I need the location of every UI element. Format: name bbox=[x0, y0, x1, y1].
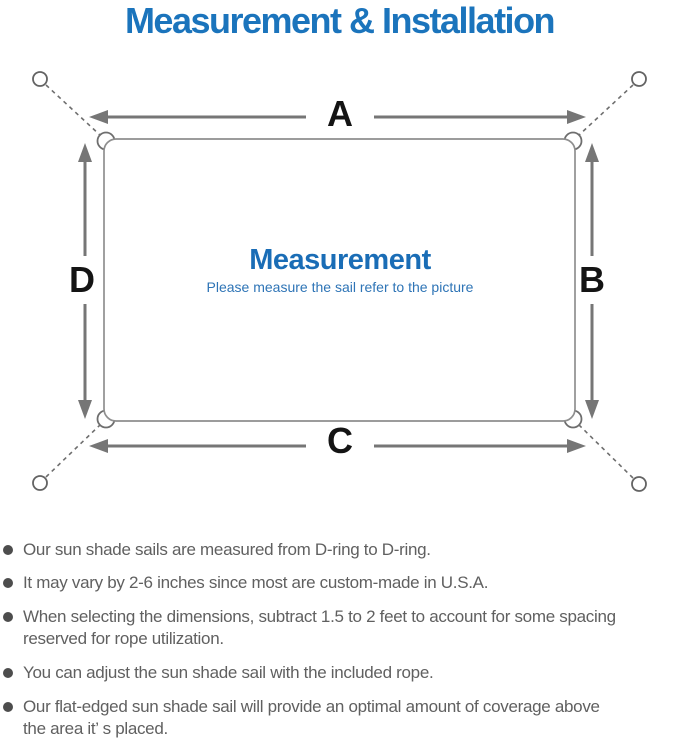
diagram-heading: Measurement bbox=[249, 244, 431, 276]
note-line: When selecting the dimensions, subtract 1.5 to 2 feet to account for some spacing bbox=[23, 607, 616, 626]
bullet-dot-icon bbox=[3, 545, 13, 555]
rope-line-top-left bbox=[46, 85, 101, 136]
arrowhead-left-icon bbox=[89, 439, 108, 453]
note-line: reserved for rope utilization. bbox=[23, 629, 224, 648]
note-line: the area it’ s placed. bbox=[23, 719, 168, 738]
arrowhead-left-icon bbox=[89, 110, 108, 124]
list-item bbox=[3, 606, 675, 650]
arrowhead-down-icon bbox=[585, 400, 599, 419]
arrowhead-up-icon bbox=[585, 143, 599, 162]
dim-label-b: B bbox=[579, 259, 605, 300]
dim-label-a: A bbox=[327, 93, 353, 134]
anchor-point-icon bbox=[33, 476, 47, 490]
rope-line-top-right bbox=[578, 85, 633, 136]
arrowhead-right-icon bbox=[567, 439, 586, 453]
list-item bbox=[3, 696, 675, 740]
bullet-dot-icon bbox=[3, 668, 13, 678]
arrowhead-right-icon bbox=[567, 110, 586, 124]
rope-line-bottom-right bbox=[578, 424, 633, 478]
note-line: You can adjust the sun shade sail with the included rope. bbox=[23, 663, 434, 682]
note-line: Our flat-edged sun shade sail will provide an optimal amount of coverage above bbox=[23, 697, 600, 716]
anchor-point-icon bbox=[33, 72, 47, 86]
dim-label-d: D bbox=[69, 259, 95, 300]
page-title: Measurement & Installation bbox=[124, 0, 555, 41]
note-line: It may vary by 2-6 inches since most are custom-made in U.S.A. bbox=[23, 573, 489, 592]
dim-label-c: C bbox=[327, 420, 353, 461]
anchor-point-icon bbox=[632, 477, 646, 491]
note-line: Our sun shade sails are measured from D-ring to D-ring. bbox=[23, 540, 431, 559]
bullet-dot-icon bbox=[3, 578, 13, 588]
bullet-dot-icon bbox=[3, 612, 13, 622]
list-item bbox=[3, 539, 675, 561]
list-item bbox=[3, 572, 675, 594]
arrowhead-up-icon bbox=[78, 143, 92, 162]
bullet-dot-icon bbox=[3, 702, 13, 712]
measurement-diagram bbox=[0, 60, 679, 520]
diagram-subtitle: Please measure the sail refer to the picture bbox=[206, 279, 474, 295]
rope-line-bottom-left bbox=[46, 424, 101, 477]
anchor-point-icon bbox=[632, 72, 646, 86]
arrowhead-down-icon bbox=[78, 400, 92, 419]
list-item bbox=[3, 662, 675, 684]
